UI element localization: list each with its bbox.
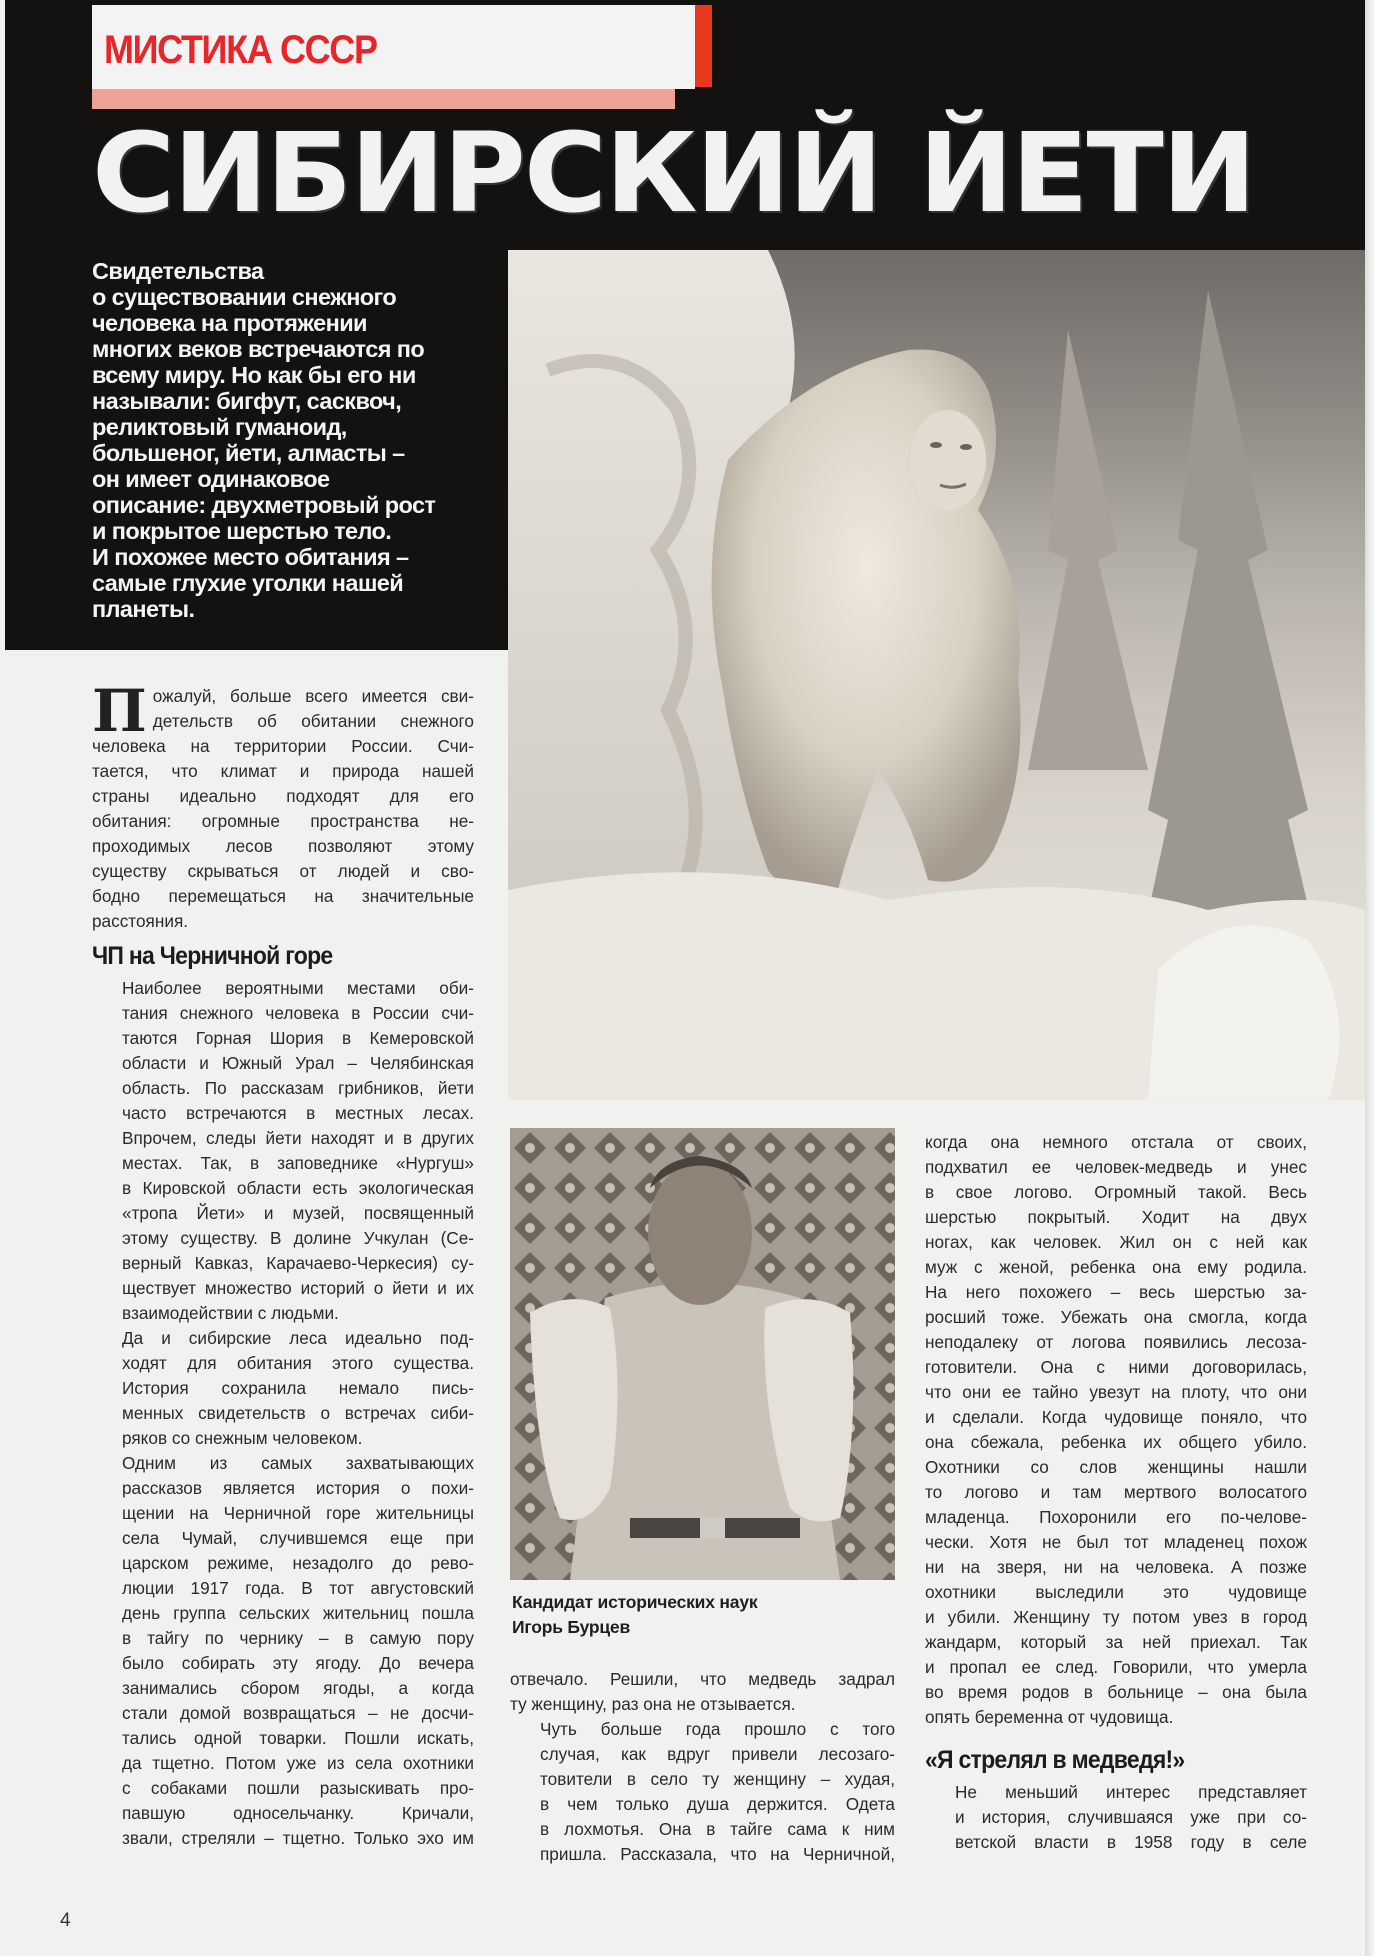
text-line: когда она немного отстала от своих, [925,1132,1307,1152]
yeti-photo [508,250,1365,1100]
text-line: ряков со снежным человеком. [122,1428,363,1448]
lead-line: он имеет одинаковое [92,466,330,492]
text-line: в чем только душа держится. Одета [540,1794,895,1814]
text-line: села Чумай, случившемся еще при [122,1528,474,1548]
section-banner-accent [695,5,712,87]
text-line: этому существу. В долине Учкулан (Се- [122,1228,474,1248]
article-column-1 [92,677,474,1851]
intro-paragraph [92,677,474,934]
text-line: подхватил ее человек-медведь и унес [925,1157,1307,1177]
text-line: в тайгу по чернику – в самую пору [122,1628,474,1648]
drop-cap: П [92,677,147,745]
text-line: случая, как вдруг привели лесозаго- [540,1744,895,1764]
article-title: СИБИРСКИЙ ЙЕТИ [92,109,1255,237]
text-line: день группа сельских жительниц пошла [122,1603,474,1623]
subheading-chp: ЧП на Черничной горе [92,942,333,970]
caption-line: Кандидат исторических наук [512,1592,758,1612]
paragraph [925,1130,1307,1730]
text-line: ветской власти в 1958 году в селе [955,1832,1307,1852]
text-line: ожалуй, больше всего имеется сви- [152,686,474,706]
burtsev-photo [510,1128,895,1580]
text-line: она сбежала, ребенка их общего убило. [925,1432,1307,1452]
text-line: звали, стреляли – тщетно. Только эхо им [122,1828,474,1848]
text-line: ногах, как человек. Жил он с ней как [925,1232,1307,1252]
lead-line: о существовании снежного [92,284,397,310]
text-line: занимались сбором ягоды, а когда [122,1678,474,1698]
portrait-illustration [510,1128,895,1580]
text-line: в лохмотья. Она в тайге сама к ним [540,1819,895,1839]
text-line: что они ее тайно увезут на плоту, что они [925,1382,1307,1402]
text-line: ществует множество историй о йети и их [122,1278,474,1298]
paragraph [92,1451,474,1851]
text-line: ходят для обитания этого существа. [122,1353,474,1373]
lead-line: планеты. [92,596,195,622]
text-line: обитания: огромные пространства не- [92,811,474,831]
text-line: проходимых лесов позволяют этому [92,836,474,856]
paragraph [92,1326,474,1451]
lead-line: Свидетельства [92,258,264,284]
text-line: росший тоже. Убежать она смогла, когда [925,1307,1307,1327]
article-lead [92,258,492,622]
text-line: «тропа Йети» и музей, посвященный [122,1203,474,1223]
text-line: бодно перемещаться на значительные [92,886,474,906]
text-line: готовители. Она с ними договорилась, [925,1357,1307,1377]
text-line: детельств об обитании снежного [152,711,474,731]
text-line: Чуть больше года прошло с того [540,1719,895,1739]
text-line: младенца. Похоронили его по-челове- [925,1507,1307,1527]
text-line: то логово и там мертвого волосатого [925,1482,1307,1502]
text-line: местах. Так, в заповеднике «Нургуш» [122,1153,474,1173]
text-line: пришла. Рассказала, что на Черничной, [540,1844,895,1864]
text-line: ту женщину, раз она не отзывается. [510,1694,796,1714]
text-line: жандарм, который за ней приехал. Так [925,1632,1307,1652]
section-banner-underline [92,89,675,109]
text-line: На него похожего – весь шерстью за- [925,1282,1307,1302]
text-line: и пропал ее след. Говорили, что умерла [925,1657,1307,1677]
text-line: существу скрываться от людей и сво- [92,861,474,881]
article-column-3 [925,1130,1307,1855]
text-line: Не меньший интерес представляет [955,1782,1307,1802]
text-line: во время родов в больнице – она была [925,1682,1307,1702]
text-line: взаимодействии с людьми. [122,1303,339,1323]
text-line: ни на зверя, ни на человека. А позже [925,1557,1307,1577]
lead-line: большеног, йети, алмасты – [92,440,405,466]
text-line: стали домой возвращаться – не досчи- [122,1703,474,1723]
text-line: товители в село ту женщину – худая, [540,1769,895,1789]
text-line: расстояния. [92,911,189,931]
text-line: верный Кавказ, Карачаево-Черкесия) су- [122,1253,474,1273]
text-line: щении на Черничной горе жительницы [122,1503,474,1523]
lead-line: реликтовый гуманоид, [92,414,347,440]
text-line: павшую односельчанку. Кричали, [122,1803,474,1823]
lead-line: всему миру. Но как бы его ни [92,362,416,388]
text-line: отвечало. Решили, что медведь задрал [510,1669,895,1689]
paragraph [92,976,474,1326]
text-line: таются Горная Шория в Кемеровской [122,1028,474,1048]
yeti-illustration [508,250,1365,1100]
text-line: тались одной товарки. Пошли искать, [122,1728,474,1748]
page-number: 4 [60,1910,71,1931]
text-line: рассказов является история о похи- [122,1478,474,1498]
text-line: История сохранила немало пись- [122,1378,474,1398]
paragraph [510,1717,895,1867]
text-line: с собаками пошли разыскивать про- [122,1778,474,1798]
text-line: страны идеально подходят для его [92,786,474,806]
text-line: в Кировской области есть экологическая [122,1178,474,1198]
lead-line: описание: двухметровый рост [92,492,436,518]
text-line: и убили. Женщину ту потом увез в город [925,1607,1307,1627]
lead-line: и покрытое шерстью тело. [92,518,392,544]
text-line: муж с женой, ребенка она ему родила. [925,1257,1307,1277]
text-line: менных свидетельств о встречах сиби- [122,1403,474,1423]
text-line: неподалеку от логова появились лесоза- [925,1332,1307,1352]
text-line: Одним из самых захватывающих [122,1453,474,1473]
text-line: Наиболее вероятными местами оби- [122,978,474,998]
section-label: МИСТИКА СССР [104,28,377,72]
page-edge [1365,0,1375,1956]
subheading-bear: «Я стрелял в медведя!» [925,1746,1185,1774]
lead-line: самые глухие уголки нашей [92,570,404,596]
lead-line: И похожее место обитания – [92,544,409,570]
text-line: человека на территории России. Счи- [92,736,474,756]
text-line: чески. Хотя не был тот младенец похож [925,1532,1307,1552]
text-line: люции 1917 года. В тот августовский [122,1578,474,1598]
text-line: царском режиме, незадолго до рево- [122,1553,474,1573]
paragraph [510,1667,895,1717]
lead-line: человека на протяжении [92,310,367,336]
paragraph [925,1780,1307,1855]
text-line: шерстью покрытый. Ходит на двух [925,1207,1307,1227]
article-column-2 [510,1667,895,1867]
caption-line: Игорь Бурцев [512,1617,631,1637]
text-line: Впрочем, следы йети находят и в других [122,1128,474,1148]
text-line: и история, случившаяся уже при со- [955,1807,1307,1827]
text-line: опять беременна от чудовища. [925,1707,1174,1727]
text-line: области и Южный Урал – Челябинская [122,1053,474,1073]
text-line: и сделали. Когда чудовище поняло, что [925,1407,1307,1427]
text-line: было собирать эту ягоду. До вечера [122,1653,474,1673]
text-line: часто встречаются в местных лесах. [122,1103,474,1123]
text-line: охотники выследили это чудовище [925,1582,1307,1602]
text-line: Охотники со слов женщины нашли [925,1457,1307,1477]
lead-line: многих веков встречаются по [92,336,425,362]
text-line: тания снежного человека в России счи- [122,1003,474,1023]
text-line: область. По рассказам грибников, йети [122,1078,474,1098]
lead-line: называли: бигфут, сасквоч, [92,388,402,414]
text-line: в свое логово. Огромный такой. Весь [925,1182,1307,1202]
text-line: да тщетно. Потом уже из села охотники [122,1753,474,1773]
text-line: Да и сибирские леса идеально под- [122,1328,474,1348]
photo-caption [512,1590,897,1640]
text-line: тается, что климат и природа нашей [92,761,474,781]
